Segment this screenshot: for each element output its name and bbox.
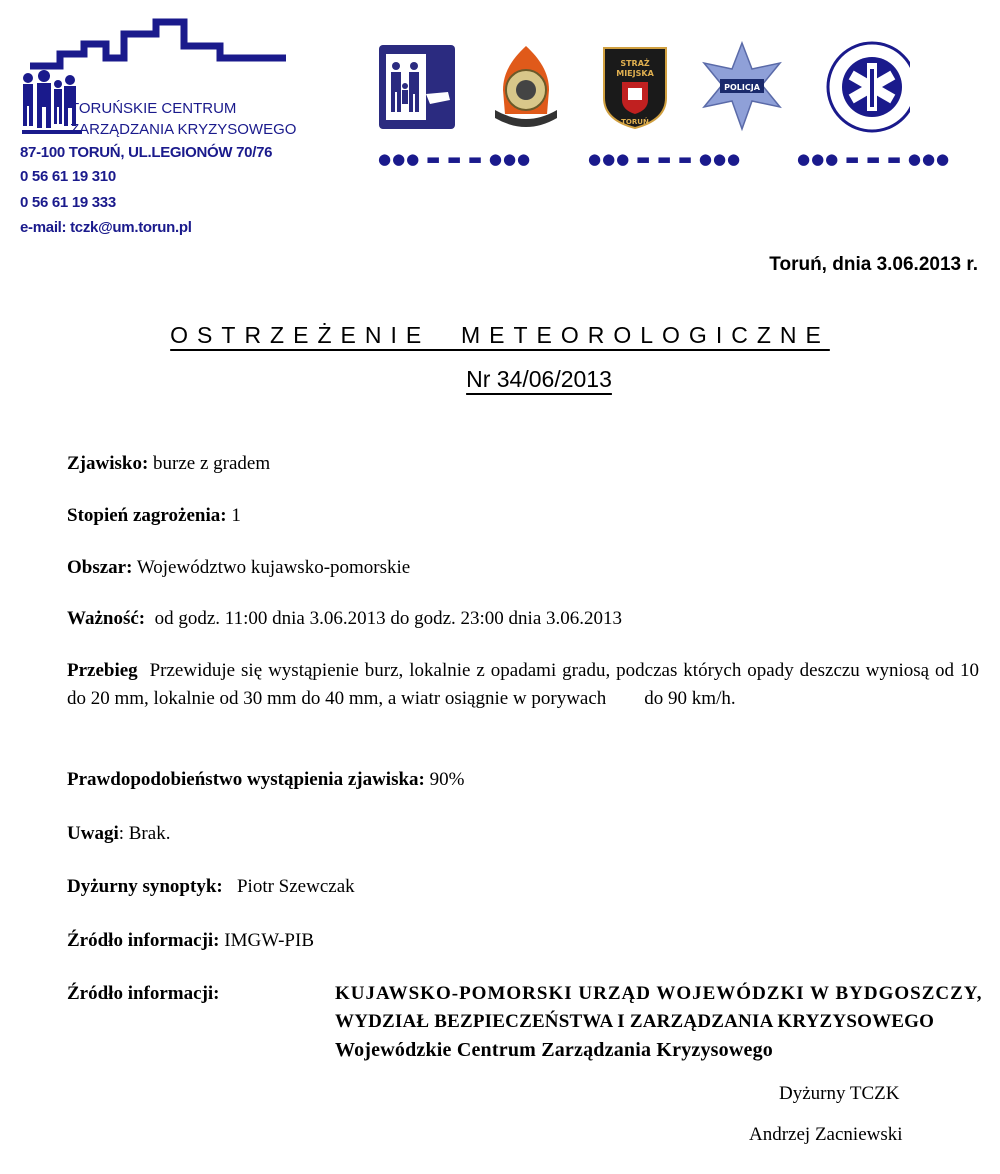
svg-text:MIEJSKA: MIEJSKA bbox=[616, 69, 654, 78]
field-value: Województwo kujawsko-pomorskie bbox=[132, 557, 411, 578]
field-przebieg bbox=[67, 657, 984, 713]
field-value: 1 bbox=[226, 505, 241, 526]
document-title bbox=[0, 322, 1000, 349]
field-label: Obszar: bbox=[67, 557, 133, 578]
svg-text:STRAŻ: STRAŻ bbox=[620, 59, 650, 68]
field-zjawisko bbox=[67, 450, 270, 478]
org-name-line1: TORUŃSKIE CENTRUM bbox=[70, 100, 237, 117]
field-value: 90% bbox=[424, 769, 465, 790]
org-name-line2: ZARZĄDZANIA KRYZYSOWEGO bbox=[70, 121, 297, 138]
field-value: burze z gradem bbox=[148, 453, 271, 474]
tczk-logo bbox=[20, 18, 295, 136]
city-guard-logo bbox=[596, 44, 674, 130]
svg-text:TORUŃ: TORUŃ bbox=[621, 118, 649, 126]
document-number bbox=[0, 366, 1000, 393]
police-logo bbox=[704, 44, 782, 130]
signature-role: Dyżurny TCZK bbox=[779, 1083, 900, 1104]
field-stopien bbox=[67, 502, 241, 530]
field-label: Źródło informacji: bbox=[67, 983, 220, 1004]
field-value: od godz. 11:00 dnia 3.06.2013 do godz. 23:00 dnia 3.06.2013 bbox=[145, 608, 623, 629]
source-line-2: WYDZIAŁ BEZPIECZEŃSTWA I ZARZĄDZANIA KRYZYSOWEGO bbox=[335, 1011, 935, 1032]
field-value: Piotr Szewczak bbox=[222, 876, 355, 897]
field-label: Zjawisko: bbox=[67, 453, 149, 474]
field-prawdopodobienstwo bbox=[67, 766, 464, 794]
dots-divider-3: ●●● ▬ ▬ ▬ ●●● bbox=[797, 150, 951, 168]
dots-divider-1: ●●● ▬ ▬ ▬ ●●● bbox=[378, 150, 532, 168]
field-label: Uwagi bbox=[67, 823, 119, 844]
medical-rescue-logo bbox=[832, 44, 910, 130]
field-label: Przebieg bbox=[67, 660, 138, 681]
field-zrodlo-1 bbox=[67, 927, 314, 955]
org-phone-2: 0 56 61 19 333 bbox=[20, 194, 116, 211]
document-title-text: OSTRZEŻENIE METEOROLOGICZNE bbox=[170, 322, 830, 348]
document-date: Toruń, dnia 3.06.2013 r. bbox=[769, 254, 978, 275]
social-help-logo bbox=[378, 44, 456, 130]
org-address: 87-100 TORUŃ, UL.LEGIONÓW 70/76 bbox=[20, 144, 273, 161]
source-line-3: Wojewódzkie Centrum Zarządzania Kryzysowego bbox=[335, 1039, 773, 1061]
field-obszar bbox=[67, 554, 410, 582]
field-value: : Brak. bbox=[118, 823, 171, 844]
dots-divider-2: ●●● ▬ ▬ ▬ ●●● bbox=[588, 150, 742, 168]
field-value: Przewiduje się wystąpienie burz, lokalnie z opadami gradu, podczas których opady deszczu wyniosą od 10 do 20 mm, lokalnie od 30 mm do 40 mm, a wiatr osiągnie w porywach do 90 km/h. bbox=[67, 660, 984, 709]
org-phone-1: 0 56 61 19 310 bbox=[20, 168, 116, 185]
field-label: Prawdopodobieństwo wystąpienia zjawiska: bbox=[67, 769, 425, 790]
field-label: Dyżurny synoptyk: bbox=[67, 876, 223, 897]
field-value: IMGW-PIB bbox=[219, 930, 314, 951]
field-waznosc bbox=[67, 605, 622, 633]
field-synoptyk bbox=[67, 873, 355, 901]
field-zrodlo-2-body bbox=[335, 980, 982, 1064]
field-zrodlo-2 bbox=[67, 980, 983, 1061]
signature-name: Andrzej Zacniewski bbox=[749, 1124, 903, 1145]
fire-service-logo bbox=[487, 44, 565, 130]
org-email: e-mail: tczk@um.torun.pl bbox=[20, 219, 192, 236]
field-label: Stopień zagrożenia: bbox=[67, 505, 227, 526]
field-label: Źródło informacji: bbox=[67, 930, 220, 951]
field-label: Ważność: bbox=[67, 608, 146, 629]
field-uwagi bbox=[67, 820, 170, 848]
document-number-text: Nr 34/06/2013 bbox=[466, 366, 612, 392]
svg-text:POLICJA: POLICJA bbox=[724, 83, 760, 92]
source-line-1: KUJAWSKO-POMORSKI URZĄD WOJEWÓDZKI W BYDGOSZCZY, bbox=[335, 983, 983, 1004]
